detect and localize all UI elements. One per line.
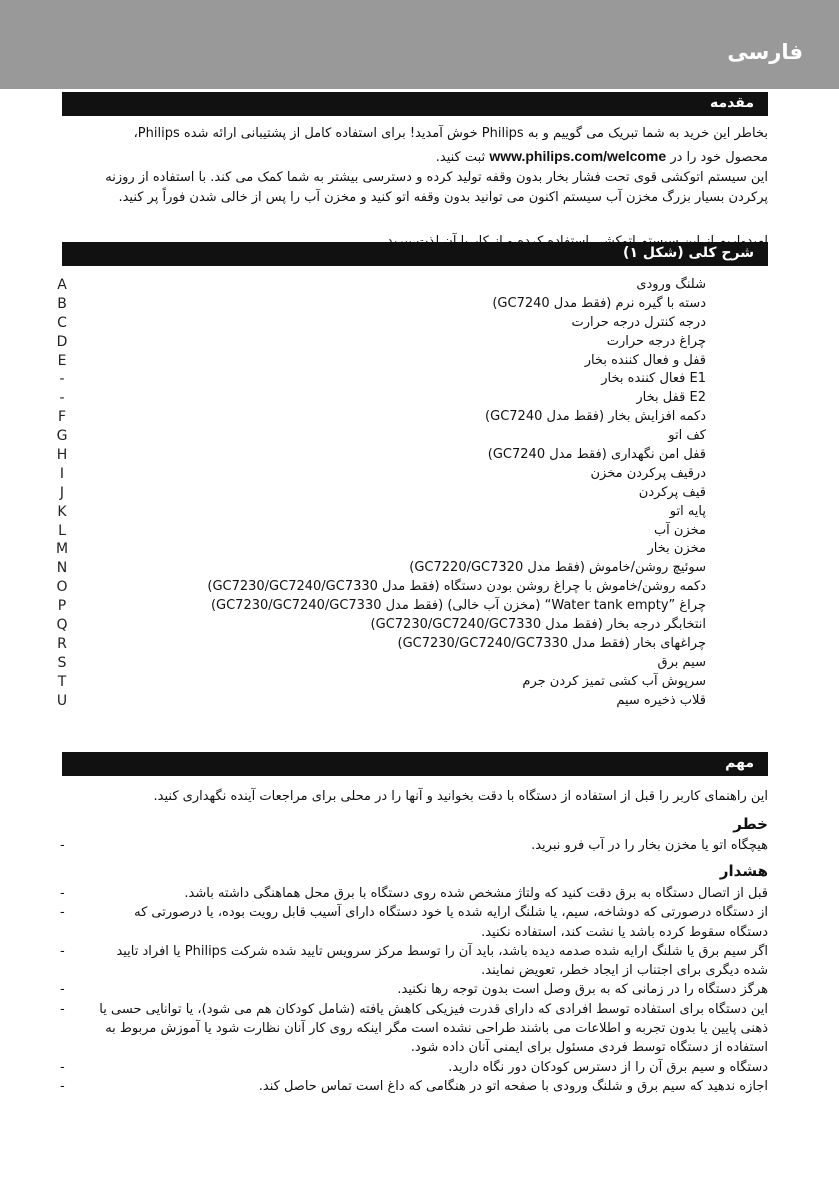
danger-title: خطر: [733, 815, 768, 833]
bullet-dash: -: [60, 1078, 65, 1094]
list-item: [62, 980, 768, 999]
list-item: [57, 654, 768, 673]
intro-registration: [62, 146, 768, 168]
intro-line-2: این سیستم اتوکشی قوی تحت فشار بخار بدون وقفه تولید کرده و دسترسی بیشتر به شما کمک می کند. با استفاده از روزنه پرکردن بسیار بزرگ مخزن آب سیستم اکنون می توانید بدون وقفه اتو کنید و مخزن آب را پس از خالی شدن فوراً پر کنید.: [105, 170, 768, 205]
list-item: [56, 333, 768, 352]
item-letter: O: [56, 579, 68, 596]
item-text: دسته با گیره نرم (فقط مدل GC7240): [492, 295, 706, 311]
bullet-text: هیچگاه اتو یا مخزن بخار را در آب فرو نبرید.: [531, 838, 768, 853]
header-band: [0, 0, 839, 89]
language-title: فارسی: [727, 40, 803, 64]
list-item: [62, 1000, 768, 1058]
item-letter: D: [56, 333, 68, 350]
item-text: دکمه افزایش بخار (فقط مدل GC7240): [485, 409, 706, 425]
list-item: [56, 559, 768, 578]
important-intro: این راهنمای کاربر را قبل از استفاده از دستگاه با دقت بخوانید و آنها را در محلی برای مراجعات آینده نگهداری کنید.: [153, 789, 768, 804]
item-text: قفل و فعال کننده بخار: [584, 352, 706, 368]
item-letter: G: [56, 428, 68, 445]
item-letter: B: [57, 295, 67, 312]
item-letter: S: [57, 654, 67, 671]
danger-list: [62, 836, 768, 855]
item-text: قلاب ذخیره سیم: [616, 692, 706, 708]
item-text: سرپوش آب کشی تمیز کردن جرم: [522, 673, 706, 689]
bullet-dash: -: [60, 1001, 65, 1017]
item-text: مخزن بخار: [647, 541, 706, 557]
list-item: [62, 903, 768, 942]
section-bar-important: [62, 752, 768, 776]
bullet-dash: -: [60, 838, 65, 853]
intro-line-1: بخاطر این خرید به شما تبریک می گوییم و به Philips خوش آمدید! برای استفاده کامل از پشتیبانی ارائه شده Philips،: [133, 126, 768, 141]
reg-prefix: محصول خود را در: [670, 150, 768, 165]
list-item: [57, 352, 768, 371]
list-item: [59, 389, 768, 408]
item-text: درقیف پرکردن مخزن: [590, 465, 706, 481]
list-item: [57, 635, 768, 654]
bullet-dash: -: [60, 982, 65, 998]
bullet-text: اجازه ندهید که سیم برق و شلنگ ورودی با صفحه اتو در هنگامی که داغ است تماس حاصل کند.: [258, 1078, 768, 1094]
item-letter: C: [57, 314, 67, 331]
list-item: [62, 1077, 768, 1096]
item-text: دکمه روشن/خاموش با چراغ روشن بودن دستگاه (فقط مدل GC7230/GC7240/GC7330): [207, 579, 706, 595]
list-item: [59, 370, 768, 389]
bullet-text: هرگز دستگاه را در زمانی که به برق وصل است بدون توجه رها نکنید.: [397, 982, 768, 998]
list-item: [56, 446, 768, 465]
list-item: [57, 597, 768, 616]
item-letter: M: [55, 541, 69, 558]
item-letter: A: [57, 277, 67, 293]
item-letter: R: [57, 635, 67, 652]
list-item: [56, 616, 768, 635]
item-letter: F: [57, 409, 67, 426]
bullet-text: قبل از اتصال دستگاه به برق دقت کنید که ولتاژ مشخص شده روی دستگاه با برق محل هماهنگی داشته باشد.: [184, 886, 768, 901]
item-letter: N: [56, 560, 68, 577]
list-item: [57, 276, 768, 295]
item-text: E2 قفل بخار: [636, 390, 706, 406]
item-text: E1 فعال کننده بخار: [601, 371, 706, 387]
section-bar-overview: [62, 242, 768, 266]
item-letter: -: [59, 390, 65, 407]
list-item: [57, 503, 768, 522]
item-text: کف اتو: [668, 428, 706, 444]
section-title-intro: مقدمه: [710, 95, 754, 111]
item-text: قفل امن نگهداری (فقط مدل GC7240): [487, 447, 706, 463]
registration-link[interactable]: www.philips.com/welcome: [489, 148, 667, 164]
list-item: [62, 942, 768, 981]
components-list: [55, 276, 768, 710]
list-item: [57, 673, 768, 692]
list-item: [62, 884, 768, 903]
list-item: [57, 408, 768, 427]
item-letter: H: [56, 447, 68, 464]
item-letter: P: [57, 598, 67, 615]
bullet-dash: -: [60, 905, 65, 921]
reg-suffix: ثبت کنید.: [435, 150, 486, 165]
item-text: سیم برق: [657, 654, 706, 670]
item-text: پایه اتو: [669, 503, 706, 519]
section-title-overview: شرح کلی (شکل ۱): [623, 245, 754, 261]
item-text: چراغهای بخار (فقط مدل GC7230/GC7240/GC7330): [397, 635, 706, 651]
item-text: شلنگ ورودی: [636, 277, 706, 292]
bullet-text: دستگاه و سیم برق آن را از دسترس کودکان دور نگاه دارید.: [448, 1059, 768, 1075]
item-letter: K: [57, 503, 67, 520]
item-letter: U: [56, 692, 68, 709]
list-item: [56, 692, 768, 711]
item-letter: -: [59, 371, 65, 388]
item-text: مخزن آب: [653, 522, 706, 538]
item-text: چراغ درجه حرارت: [606, 333, 706, 349]
item-letter: Q: [56, 617, 68, 634]
bullet-text: اگر سیم برق یا شلنگ ارایه شده صدمه دیده باشد، باید آن را توسط مرکز سرویس تایید شده شرکت Philips یا افراد تایید شده دیگری برای اجتناب از ایجاد خطر، تعویض نمایند.: [116, 943, 768, 979]
warning-list: [62, 884, 768, 1096]
section-title-important: مهم: [725, 755, 754, 771]
item-text: قیف پرکردن: [638, 484, 706, 500]
list-item: [58, 522, 768, 541]
bullet-dash: -: [60, 1059, 65, 1075]
bullet-text: این دستگاه برای استفاده توسط افرادی که دارای قدرت فیزیکی کاهش یافته (شامل کودکان هم می شود)، یا توانایی حسی یا ذهنی پایین یا بدون تجربه و اطلاعات می باشند طراحی نشده است مگر اینکه روی کار آنان نظارت شود یا آموزش مربوط به استفاده از دستگاه توسط فردی مسئول برای ایمنی آنان داده شود.: [99, 1001, 768, 1056]
item-letter: I: [59, 465, 65, 482]
item-letter: T: [57, 673, 67, 690]
list-item: [57, 314, 768, 333]
list-item: [62, 1058, 768, 1077]
item-text: سوئیچ روشن/خاموش (فقط مدل GC7220/GC7320): [409, 560, 706, 576]
item-letter: E: [57, 352, 67, 369]
bullet-text: از دستگاه درصورتی که دوشاخه، سیم، یا شلنگ ارایه شده یا خود دستگاه دارای آسیب قابل رویت بوده، یا درصورتی که دستگاه سقوط کرده باشد یا نشت کند، استفاده نکنید.: [134, 905, 768, 940]
list-item: [62, 836, 768, 855]
bullet-dash: -: [60, 886, 65, 901]
list-item: [59, 465, 768, 484]
item-text: چراغ ”Water tank empty“ (مخزن آب خالی) (فقط مدل GC7230/GC7240/GC7330): [210, 598, 706, 614]
list-item: [56, 427, 768, 446]
list-item: [59, 484, 768, 503]
item-letter: L: [58, 522, 66, 539]
list-item: [55, 540, 768, 559]
section-bar-intro: [62, 92, 768, 116]
list-item: [56, 578, 768, 597]
item-letter: J: [59, 484, 65, 501]
item-text: درجه کنترل درجه حرارت: [571, 314, 706, 330]
item-text: انتخابگر درجه بخار (فقط مدل GC7230/GC7240/GC7330): [370, 617, 706, 633]
list-item: [57, 295, 768, 314]
warning-title: هشدار: [719, 862, 768, 880]
bullet-dash: -: [60, 943, 65, 959]
